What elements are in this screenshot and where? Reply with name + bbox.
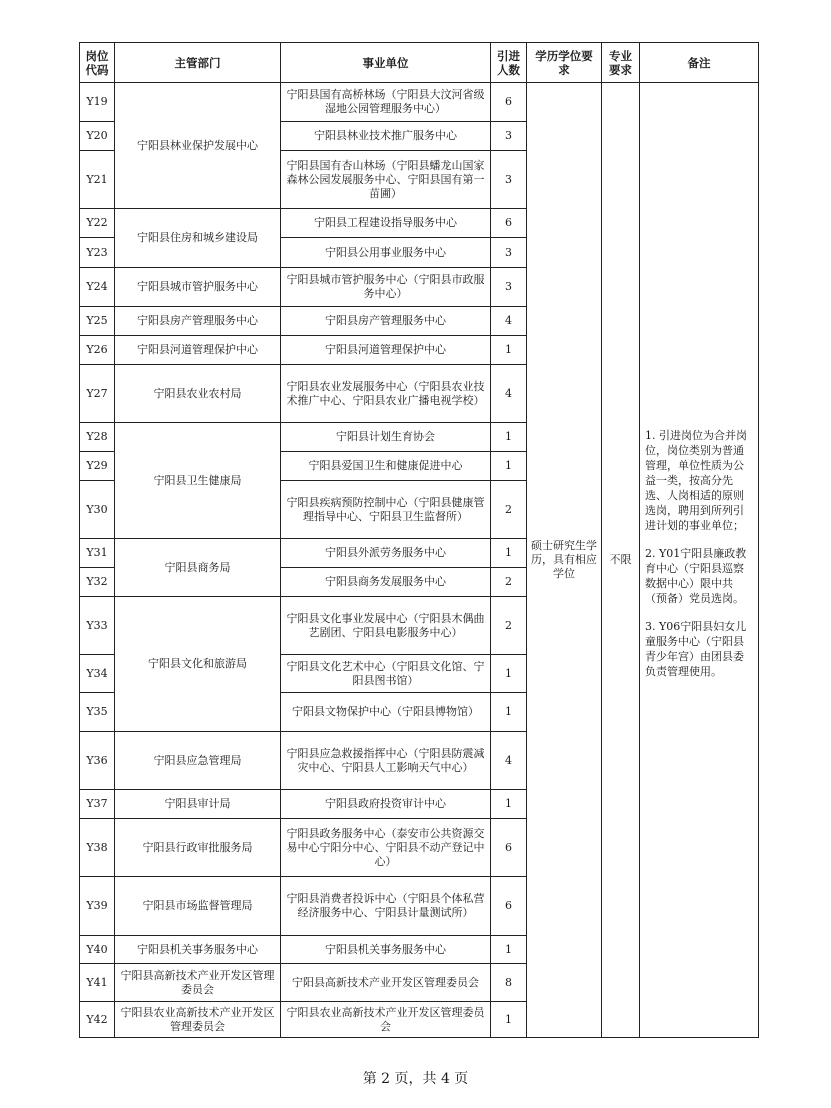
- header-row: [80, 43, 759, 83]
- position-code: Y41: [80, 964, 115, 1002]
- count-cell: 1: [491, 936, 527, 964]
- count-cell: 2: [491, 597, 527, 655]
- position-code: Y38: [80, 819, 115, 877]
- position-code: Y40: [80, 936, 115, 964]
- count-cell: 1: [491, 539, 527, 568]
- position-code: Y30: [80, 481, 115, 539]
- note-3: 3. Y06宁阳县妇女儿童服务中心（宁阳县青少年宫）由团县委负责管理使用。: [645, 620, 747, 678]
- count-cell: 6: [491, 209, 527, 238]
- header-dept: 主管部门: [115, 43, 281, 83]
- dept-cell: 宁阳县城市管护服务中心: [115, 268, 281, 307]
- dept-cell: 宁阳县卫生健康局: [115, 423, 281, 539]
- unit-cell: 宁阳县外派劳务服务中心: [281, 539, 491, 568]
- unit-cell: 宁阳县计划生育协会: [281, 423, 491, 452]
- position-code: Y33: [80, 597, 115, 655]
- unit-cell: 宁阳县政府投资审计中心: [281, 790, 491, 819]
- unit-cell: 宁阳县房产管理服务中心: [281, 307, 491, 336]
- recruitment-table: [79, 42, 759, 1038]
- position-code: Y19: [80, 83, 115, 122]
- count-cell: 8: [491, 964, 527, 1002]
- unit-cell: 宁阳县商务发展服务中心: [281, 568, 491, 597]
- count-cell: 1: [491, 452, 527, 481]
- dept-cell: 宁阳县农业农村局: [115, 365, 281, 423]
- count-cell: 1: [491, 423, 527, 452]
- unit-cell: 宁阳县机关事务服务中心: [281, 936, 491, 964]
- position-code: Y34: [80, 655, 115, 693]
- unit-cell: 宁阳县文化艺术中心（宁阳县文化馆、宁阳县图书馆）: [281, 655, 491, 693]
- unit-cell: 宁阳县文物保护中心（宁阳县博物馆）: [281, 693, 491, 732]
- count-cell: 3: [491, 268, 527, 307]
- header-major: 专业要求: [602, 43, 640, 83]
- header-notes: 备注: [640, 43, 759, 83]
- dept-cell: 宁阳县房产管理服务中心: [115, 307, 281, 336]
- header-edu: 学历学位要求: [527, 43, 602, 83]
- position-code: Y24: [80, 268, 115, 307]
- position-code: Y20: [80, 122, 115, 151]
- unit-cell: 宁阳县工程建设指导服务中心: [281, 209, 491, 238]
- position-code: Y22: [80, 209, 115, 238]
- count-cell: 4: [491, 307, 527, 336]
- edu-requirement: 硕士研究生学历，具有相应学位: [527, 83, 602, 1038]
- unit-cell: 宁阳县城市管护服务中心（宁阳县市政服务中心）: [281, 268, 491, 307]
- dept-cell: 宁阳县商务局: [115, 539, 281, 597]
- unit-cell: 宁阳县政务服务中心（泰安市公共资源交易中心宁阳分中心、宁阳县不动产登记中心）: [281, 819, 491, 877]
- header-unit: 事业单位: [281, 43, 491, 83]
- position-code: Y39: [80, 877, 115, 936]
- unit-cell: 宁阳县公用事业服务中心: [281, 238, 491, 268]
- count-cell: 6: [491, 877, 527, 936]
- position-code: Y35: [80, 693, 115, 732]
- position-code: Y28: [80, 423, 115, 452]
- position-code: Y36: [80, 732, 115, 790]
- count-cell: 6: [491, 819, 527, 877]
- dept-cell: 宁阳县市场监督管理局: [115, 877, 281, 936]
- dept-cell: 宁阳县农业高新技术产业开发区管理委员会: [115, 1002, 281, 1038]
- position-code: Y32: [80, 568, 115, 597]
- unit-cell: 宁阳县国有杏山林场（宁阳县蟠龙山国家森林公园发展服务中心、宁阳县国有第一苗圃）: [281, 151, 491, 209]
- unit-cell: 宁阳县疾病预防控制中心（宁阳县健康管理指导中心、宁阳县卫生监督所）: [281, 481, 491, 539]
- dept-cell: 宁阳县住房和城乡建设局: [115, 209, 281, 268]
- unit-cell: 宁阳县爱国卫生和健康促进中心: [281, 452, 491, 481]
- unit-cell: 宁阳县林业技术推广服务中心: [281, 122, 491, 151]
- dept-cell: 宁阳县河道管理保护中心: [115, 336, 281, 365]
- count-cell: 3: [491, 238, 527, 268]
- count-cell: 1: [491, 1002, 527, 1038]
- count-cell: 1: [491, 693, 527, 732]
- position-code: Y25: [80, 307, 115, 336]
- note-2: 2. Y01宁阳县廉政教育中心（宁阳县巡察数据中心）限中共（预备）党员选岗。: [645, 547, 747, 605]
- unit-cell: 宁阳县河道管理保护中心: [281, 336, 491, 365]
- header-code: 岗位代码: [80, 43, 115, 83]
- dept-cell: 宁阳县审计局: [115, 790, 281, 819]
- count-cell: 4: [491, 732, 527, 790]
- dept-cell: 宁阳县机关事务服务中心: [115, 936, 281, 964]
- major-requirement: 不限: [602, 83, 640, 1038]
- header-count: 引进人数: [491, 43, 527, 83]
- note-1: 1. 引进岗位为合并岗位，岗位类别为普通管理，单位性质为公益一类，按高分先选、人岗相适的原则选岗，聘用到所列引进计划的事业单位；: [645, 429, 747, 532]
- count-cell: 1: [491, 790, 527, 819]
- count-cell: 3: [491, 122, 527, 151]
- unit-cell: 宁阳县文化事业发展中心（宁阳县木偶曲艺剧团、宁阳县电影服务中心）: [281, 597, 491, 655]
- unit-cell: 宁阳县国有高桥林场（宁阳县大汶河省级湿地公园管理服务中心）: [281, 83, 491, 122]
- position-code: Y31: [80, 539, 115, 568]
- table-row: [80, 83, 759, 122]
- count-cell: 6: [491, 83, 527, 122]
- notes-cell: [640, 83, 759, 1038]
- position-code: Y23: [80, 238, 115, 268]
- count-cell: 4: [491, 365, 527, 423]
- page-number: 第 2 页，共 4 页: [362, 1071, 469, 1087]
- position-code: Y21: [80, 151, 115, 209]
- count-cell: 1: [491, 655, 527, 693]
- unit-cell: 宁阳县高新技术产业开发区管理委员会: [281, 964, 491, 1002]
- count-cell: 1: [491, 336, 527, 365]
- position-code: Y42: [80, 1002, 115, 1038]
- dept-cell: 宁阳县文化和旅游局: [115, 597, 281, 732]
- dept-cell: 宁阳县行政审批服务局: [115, 819, 281, 877]
- dept-cell: 宁阳县林业保护发展中心: [115, 83, 281, 209]
- position-code: Y26: [80, 336, 115, 365]
- unit-cell: 宁阳县消费者投诉中心（宁阳县个体私营经济服务中心、宁阳县计量测试所）: [281, 877, 491, 936]
- position-code: Y29: [80, 452, 115, 481]
- unit-cell: 宁阳县农业发展服务中心（宁阳县农业技术推广中心、宁阳县农业广播电视学校）: [281, 365, 491, 423]
- count-cell: 3: [491, 151, 527, 209]
- position-code: Y37: [80, 790, 115, 819]
- unit-cell: 宁阳县农业高新技术产业开发区管理委员会: [281, 1002, 491, 1038]
- unit-cell: 宁阳县应急救援指挥中心（宁阳县防震减灾中心、宁阳县人工影响天气中心）: [281, 732, 491, 790]
- count-cell: 2: [491, 568, 527, 597]
- dept-cell: 宁阳县高新技术产业开发区管理委员会: [115, 964, 281, 1002]
- position-code: Y27: [80, 365, 115, 423]
- count-cell: 2: [491, 481, 527, 539]
- dept-cell: 宁阳县应急管理局: [115, 732, 281, 790]
